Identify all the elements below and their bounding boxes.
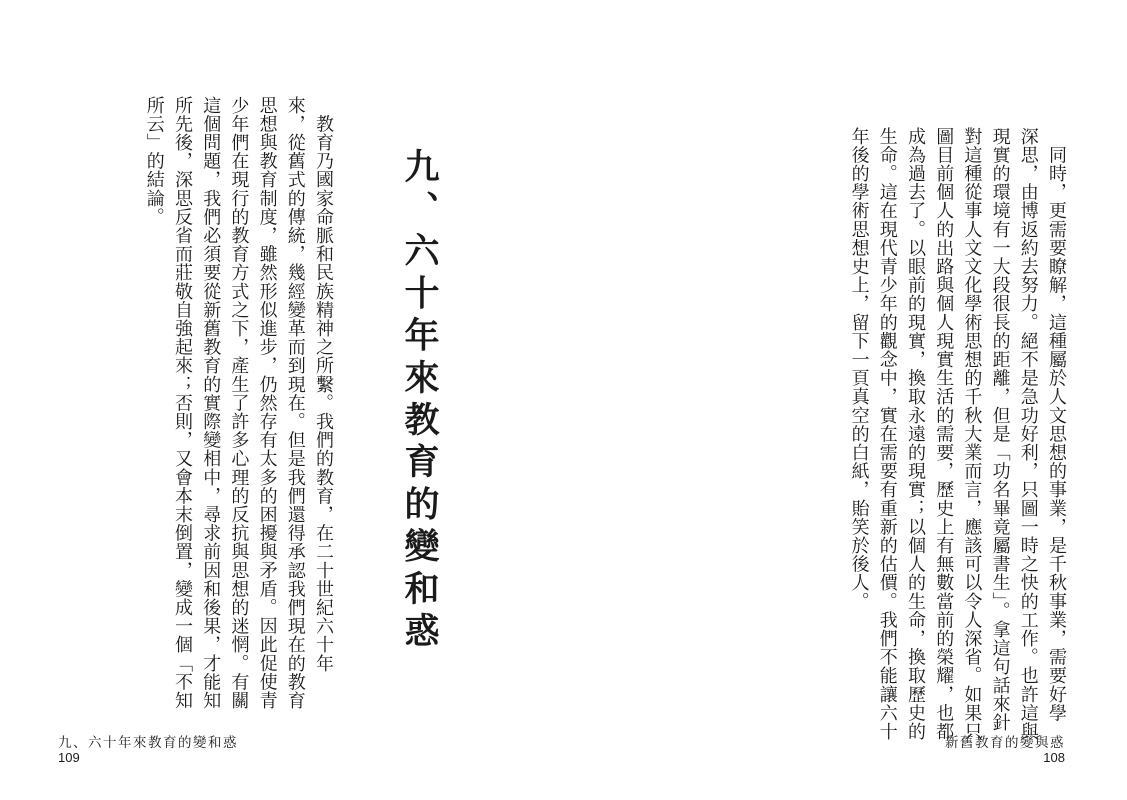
body-column: 深思，由博返約去努力。絕不是急功好利，只圖一時之快的工作。也許這與 <box>1017 127 1039 741</box>
body-column: 教育乃國家命脈和民族精神之所繫。我們的教育，在二十世紀六十年 <box>313 96 334 673</box>
right-page-body <box>844 127 1070 741</box>
body-column: 思想與教育制度，雖然形似進步，仍然存有太多的困擾與矛盾。因此促使青 <box>256 96 278 710</box>
body-column: 少年們在現行的教育方式之下，產生了許多心理的反抗與思想的迷惘。有關 <box>228 96 250 710</box>
left-page-number: 109 <box>58 750 80 765</box>
body-column: 對這種從事人文文化學術思想的千秋大業而言，應該可以令人深省。如果只 <box>961 127 983 741</box>
body-column: 成為過去了。以眼前的現實，換取永遠的現實；以個人的生命，換取歷史的 <box>904 127 926 741</box>
body-column: 所先後，深思反省而莊敬自強起來；否則，又會本末倒置，變成一個「不知 <box>171 96 193 710</box>
body-column: 生命。這在現代青少年的觀念中，實在需要有重新的估價。我們不能讓六十 <box>876 127 898 741</box>
right-page-running-title: 新舊教育的變與惑 <box>945 735 1065 751</box>
body-column: 來，從舊式的傳統，幾經變革而到現在。但是我們還得承認我們現在的教育 <box>284 96 306 710</box>
body-column: 同時，更需要瞭解，這種屬於人文思想的事業，是千秋事業，需要好學 <box>1046 127 1067 723</box>
body-column: 所云」的結論。 <box>143 96 165 227</box>
body-column: 圖目前個人的出路與個人現實生活的需要，歷史上有無數當前的榮耀，也都 <box>933 127 955 741</box>
right-page-number: 108 <box>1043 750 1065 765</box>
body-column: 年後的學術思想史上，留下一頁真空的白紙，貽笑於後人。 <box>848 127 870 611</box>
left-page-body <box>140 96 337 710</box>
left-page-running-title: 九、六十年來教育的變和惑 <box>58 735 238 751</box>
chapter-title: 九、六十年來教育的變和惑 <box>399 148 439 655</box>
body-column: 現實的環境有一大段很長的距離，但是「功名畢竟屬書生」。拿這句話來針 <box>989 127 1011 732</box>
body-column: 這個問題，我們必須要從新舊教育的實際變相中，尋求前因和後果，才能知 <box>200 96 222 710</box>
